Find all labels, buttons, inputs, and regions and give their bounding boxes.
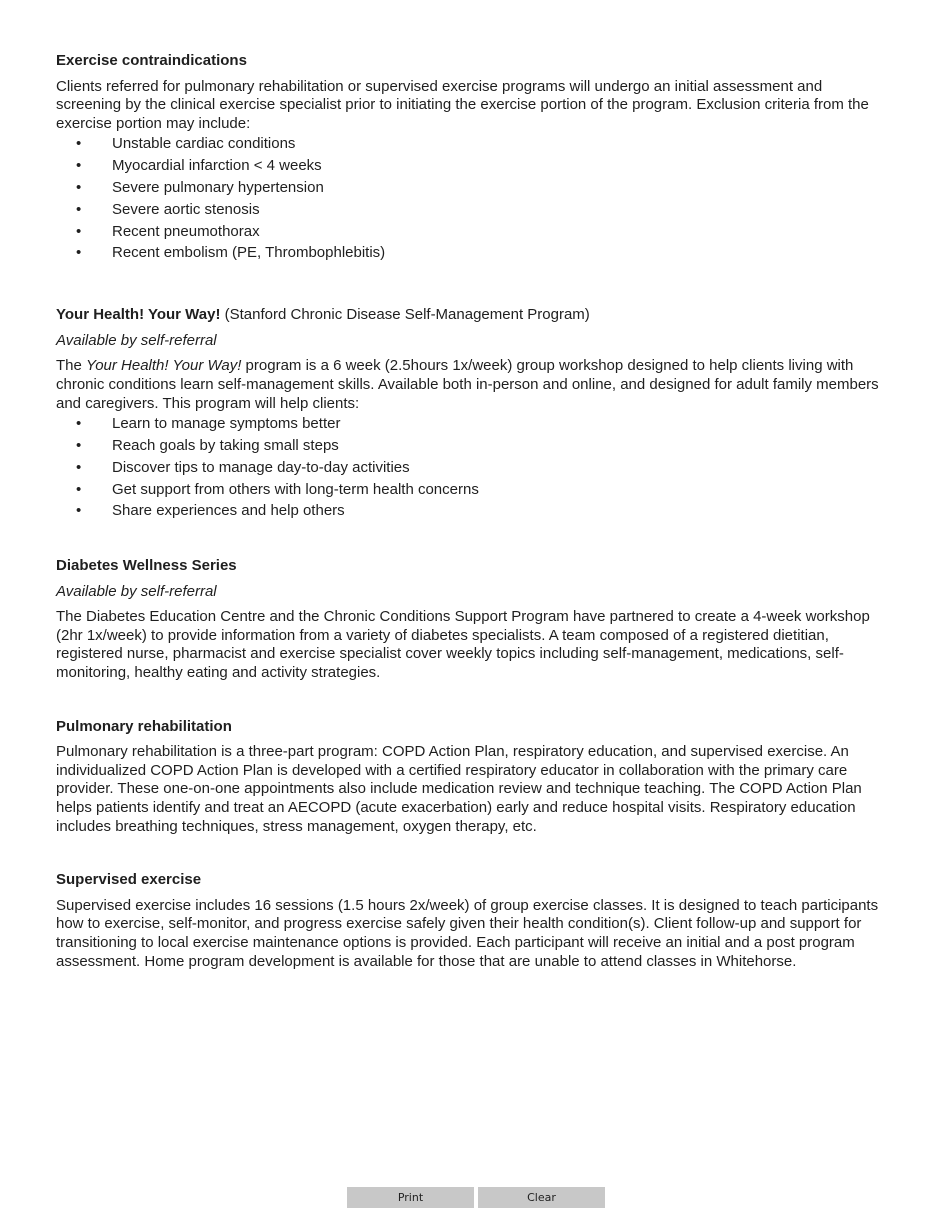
- bullet-icon: •: [76, 244, 82, 262]
- bullet-icon: •: [76, 502, 82, 520]
- list-item: • Reach goals by taking small steps: [56, 435, 890, 457]
- list-item: • Share experiences and help others: [56, 500, 890, 522]
- bullet-icon: •: [76, 157, 82, 175]
- bullet-icon: •: [76, 458, 82, 476]
- list-item: • Myocardial infarction < 4 weeks: [56, 155, 890, 177]
- list-item: • Learn to manage symptoms better: [56, 413, 890, 435]
- section-title: Supervised exercise: [56, 871, 202, 889]
- section-your-health-your-way: [56, 306, 890, 522]
- section-pulmonary-rehabilitation: [56, 718, 890, 837]
- section-title: Exercise contraindications: [56, 52, 247, 69]
- section-title: Your Health! Your Way! (Stanford Chronic Disease Self-Management Program): [56, 306, 590, 324]
- list-item: • Severe aortic stenosis: [56, 199, 890, 221]
- bullet-icon: •: [76, 436, 82, 454]
- form-button-bar: [347, 1187, 605, 1208]
- list-item: • Recent embolism (PE, Thrombophlebitis): [56, 242, 890, 264]
- clear-button[interactable]: Clear: [478, 1187, 605, 1208]
- print-button[interactable]: Print: [347, 1187, 474, 1208]
- benefits-list: [56, 413, 890, 522]
- section-supervised-exercise: [56, 871, 890, 971]
- section-body: The Diabetes Education Centre and the Chronic Conditions Support Program have partnered to create a 4-week workshop (2hr 1x/week) to provide information from a variety of diabetes specialists. A team composed of a registered dietitian, registered nurse, pharmacist and exercise specialist cover weekly topics including self-management, medications, self-monitoring, healthy eating and activity strategies.: [56, 608, 870, 682]
- bullet-icon: •: [76, 415, 82, 433]
- section-title: Diabetes Wellness Series: [56, 557, 237, 575]
- section-body: Pulmonary rehabilitation is a three-part program: COPD Action Plan, respiratory education, and supervised exercise. An individualized COPD Action Plan is developed with a certified respiratory educator in collaboration with the primary care provider. These one-on-one appointments also include medication review and technique teaching. The COPD Action Plan helps patients identify and treat an AECOPD (acute exacerbation) early and reduce hospital visits. Respiratory education includes breathing techniques, stress management, oxygen therapy, etc.: [56, 743, 862, 835]
- bullet-icon: •: [76, 178, 82, 196]
- section-exercise-contraindications: [56, 52, 890, 264]
- list-item: • Discover tips to manage day-to-day activities: [56, 457, 890, 479]
- section-title: Pulmonary rehabilitation: [56, 717, 232, 735]
- section-body: Clients referred for pulmonary rehabilitation or supervised exercise programs will undergo an initial assessment and screening by the clinical exercise specialist prior to initiating the exercise portion of the program. Exclusion criteria from the exercise portion may include:: [56, 77, 869, 132]
- contraindications-list: [56, 133, 890, 264]
- document-page: [56, 52, 890, 971]
- bullet-icon: •: [76, 135, 82, 153]
- section-diabetes-wellness: [56, 557, 890, 683]
- list-item: • Get support from others with long-term health concerns: [56, 479, 890, 501]
- list-item: • Severe pulmonary hypertension: [56, 177, 890, 199]
- section-body: The Your Health! Your Way! program is a 6 week (2.5hours 1x/week) group workshop designed to help clients living with chronic conditions learn self-management skills. Available both in-person and online, and designed for adult family members and caregivers. This program will help clients:: [56, 357, 879, 412]
- bullet-icon: •: [76, 200, 82, 218]
- list-item: • Unstable cardiac conditions: [56, 133, 890, 155]
- bullet-icon: •: [76, 480, 82, 498]
- availability-note: Available by self-referral: [56, 582, 217, 600]
- section-body: Supervised exercise includes 16 sessions (1.5 hours 2x/week) of group exercise classes. It is designed to teach participants how to exercise, self-monitor, and progress exercise safely given their health condition(s). Client follow-up and support for transitioning to local exercise maintenance options is provided. Each participant will receive an initial and a post program assessment. Home program development is available for those that are unable to attend classes in Whitehorse.: [56, 896, 879, 970]
- availability-note: Available by self-referral: [56, 331, 217, 349]
- bullet-icon: •: [76, 222, 82, 240]
- list-item: • Recent pneumothorax: [56, 221, 890, 243]
